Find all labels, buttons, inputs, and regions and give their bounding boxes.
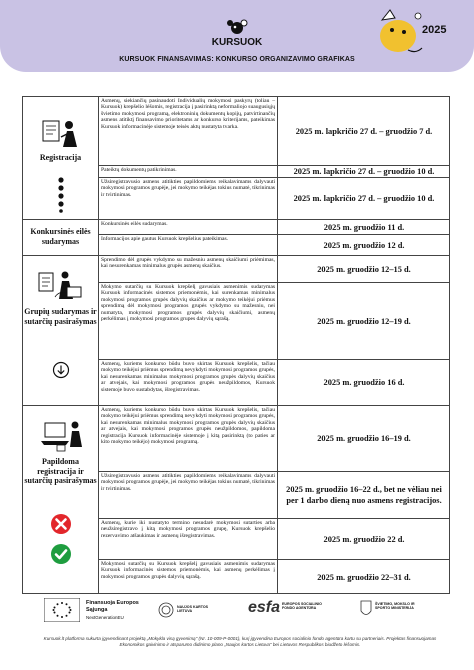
row-date: 2025 m. lapkričio 27 d. – gruodžio 10 d. xyxy=(293,167,435,176)
row-date: 2025 m. lapkričio 27 d. – gruodžio 10 d. xyxy=(293,194,435,203)
funding-subtitle: NextGenerationEU xyxy=(86,615,124,620)
row-description: Asmenų, kuriems konkurso būdu buvo skirtas Kursuok krepšelis, tačiau mokymo teikėjui priėmus sprendimą nevykdyti mokymosi programos grupės, kai nesurenkamas minimalus mokymosi programos grupės dalyvių skaičius ar atvejais, kai mokymosi programos grupės neužpildomos, Kursuok sistemoje buvo sustabdytas, išregistravimas. xyxy=(101,361,276,393)
schedule-table xyxy=(22,96,450,594)
footer-fineprint: Kursuok.lt platforma sukurta įgyvendinant projektą „Mokykla visą gyvenimą" (Nr. 10-009-P-0001), kurį įgyvendina Europos socialinio fondo agentūra kartu su partneriais. Projektas finansuojamas Ekonomikos gaivinimo ir atsparumo didinimo plano „Naujos kartos Lietuva" bei Lietuvos Respublikos biudžeto lėšomis. xyxy=(43,636,437,647)
row-date: 2025 m. gruodžio 12 d. xyxy=(323,240,405,250)
lithuania-emblem-icon xyxy=(158,602,174,618)
group-extra: Papildoma registracija ir sutarčių pasirašymas xyxy=(24,457,97,485)
row-date: 2025 m. gruodžio 22–31 d. xyxy=(317,572,411,582)
ministry-logo-text: ŠVIETIMO, MOKSLO IR SPORTO MINISTERIJA xyxy=(375,602,415,611)
reject-x-icon xyxy=(50,513,72,535)
ministry-emblem-icon xyxy=(360,599,372,619)
kursuok-logo-icon xyxy=(226,18,248,38)
row-description: Užsiregistravusio asmens atitikties papildomiems reikalavimams dalyvauti mokymosi programos grupėje, jei mokymo teikėjas tokius numatė, tikrinimas ir tvirtinimas. xyxy=(101,473,275,492)
decorative-illustration-icon xyxy=(368,2,428,62)
row-description: Mokymosi sutarčių su Kursuok krepšelį gavusiais asmenimis sudarymas Kursuok informacinės sistemos priemonėmis, kai asmenų perkėlimas į mokymosi programos grupės dalyvių sąrašą. xyxy=(101,561,275,580)
page-header xyxy=(0,0,474,82)
row-description: Užsiregistravusio asmens atitikties papildomiems reikalavimams dalyvauti mokymosi programos grupėje, jei mokymo teikėjas tokius numatė, tikrinimas ir tvirtinimas. xyxy=(101,179,275,198)
row-description: Informacijos apie gautus Kursuok krepšelius pateikimas. xyxy=(101,236,229,242)
group-ranking: Konkursinės eilės sudarymas xyxy=(30,227,91,246)
row-description: Asmenų, siekiančių pasinaudoti Individualių mokymosi paskyrų (toliau – Kursuok) krepšelio lėšomis, registracija į pasirinktą neformaliojo suaugusiųjų švietimo mokymosi programą, elektroninių dokumentų kopijų, patvirtinančių asmens atitiktį finansavimo prioritetams ar konkurso kriterijams, pateikimas Kursuok informacinėje sistemoje teisės aktų nustatyta tvarka. xyxy=(101,98,275,130)
approve-check-icon xyxy=(50,543,72,565)
brand-title: KURSUOK xyxy=(211,37,263,48)
row-date: 2025 m. gruodžio 12–15 d. xyxy=(317,264,411,274)
row-description: Sprendimo dėl grupės vykdymo su mažesniu asmenų skaičiumi priėmimas, kai nesurenkamas minimalus grupės asmenų skaičius. xyxy=(101,257,275,270)
row-date: 2025 m. gruodžio 11 d. xyxy=(323,222,405,232)
row-description: Asmenų, kuriems konkurso būdu buvo skirtas Kursuok krepšelis, tačiau mokymo teikėjui priėmus sprendimą nevykdyti mokymosi programos grupės, kai nesurenkamas minimalus mokymosi programos grupės dalyvių skaičius ar atvejais, kai mokymosi programos grupės neužpildomos, papildoma registracija Kursuok informacinėje sistemoje į kitą pasirinktą (to paties ar kito mokymo teikėjo) mokymosi programą. xyxy=(101,407,276,446)
esfa-logo-text: EUROPOS SOCIALINIO FONDO AGENTŪRA xyxy=(282,602,322,611)
row-date: 2025 m. gruodžio 16 d. xyxy=(323,378,405,387)
esfa-logo: esfa xyxy=(248,599,281,616)
row-date: 2025 m. gruodžio 22 d. xyxy=(323,534,405,544)
progress-dots-icon xyxy=(56,177,66,213)
row-description: Pateiktų dokumentų patikrinimas. xyxy=(101,167,177,173)
eu-flag-icon xyxy=(44,598,80,622)
row-date: 2025 m. gruodžio 16–19 d. xyxy=(317,434,411,443)
group-formation-illustration-icon xyxy=(37,267,83,303)
registration-illustration-icon xyxy=(39,117,81,151)
additional-registration-illustration-icon xyxy=(37,417,85,453)
funding-title: Finansuoja Europos Sąjunga xyxy=(86,600,139,613)
page-title: KURSUOK FINANSAVIMAS: KONKURSO ORGANIZAVIMO GRAFIKAS xyxy=(119,56,355,63)
row-date: 2025 m. gruodžio 12–19 d. xyxy=(317,316,411,326)
row-description: Mokymo sutarčių su Kursuok krepšelį gavusiais asmenimis sudarymas Kursuok informacinės sistemos priemonėmis, kai surenkamas minimalus mokymosi programos grupės dalyvių skaičius ar mokymo teikėjui priėmus sprendimą dėl mokymosi programos grupės vykdymo su mažesniu, nei numatyta, mokymosi programos grupės dalyvių skaičiumi, asmenų perkėlimas į mokymosi programos grupes dalyvių sąrašą. xyxy=(101,284,275,323)
year-label: 2025 xyxy=(422,24,447,36)
row-description: Konkursinės eilės sudarymas. xyxy=(101,221,168,227)
group-contracts: Grupių sudarymas ir sutarčių pasirašymas xyxy=(24,307,97,326)
group-registration: Registracija xyxy=(39,153,82,162)
page-footer xyxy=(0,596,474,670)
row-date: 2025 m. lapkričio 27 d. – gruodžio 7 d. xyxy=(295,126,433,136)
row-date: 2025 m. gruodžio 16–22 d., bet ne vėliau nei per 1 darbo dieną nuo asmens registracijos. xyxy=(286,485,442,505)
arrow-down-circle-icon xyxy=(52,361,70,379)
row-description: Asmenų, kurie iki nustatyto termino nesudarė mokymosi sutarties arba neužsiregistravo į kitą mokymosi programos grupę, Kursuok krepšelio rezervavimo atšaukimas ir asmenų išregistravimas. xyxy=(101,520,275,539)
nk-logo-text: NAUJOS KARTOS LIETUVA xyxy=(177,605,209,614)
